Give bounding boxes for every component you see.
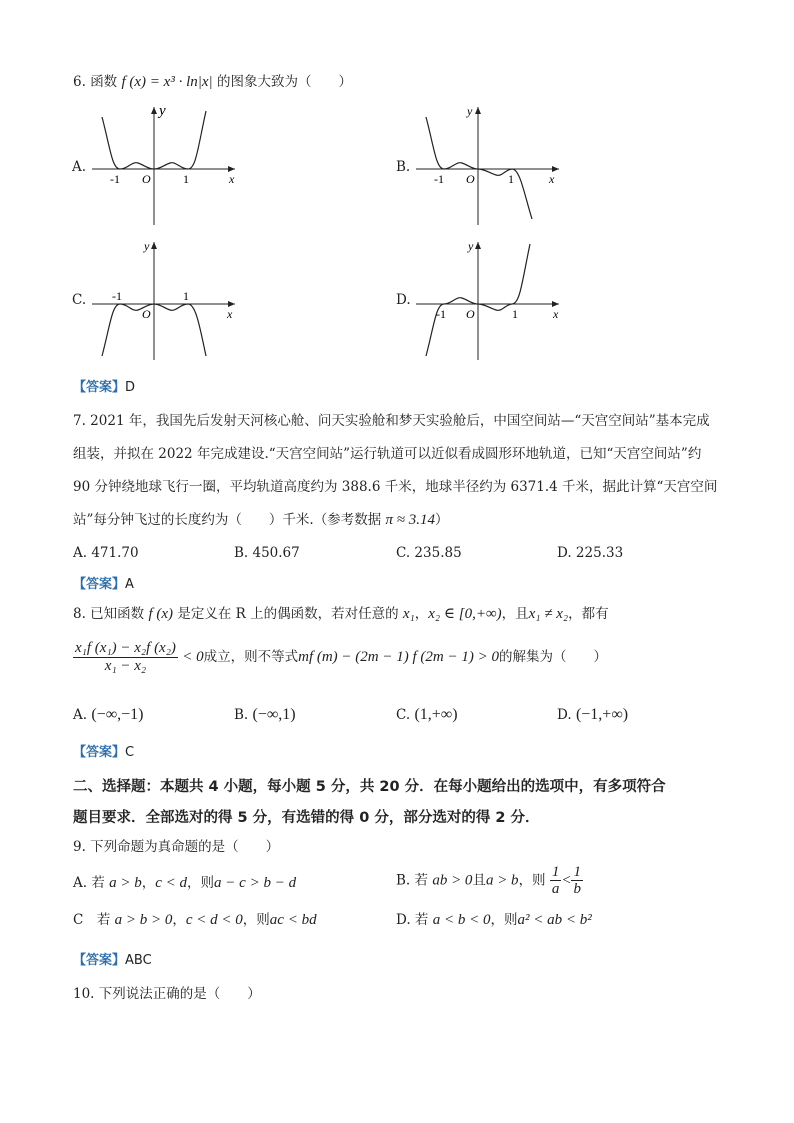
option-math: a > b	[485, 872, 519, 889]
fraction-1-over-a	[550, 864, 562, 897]
q8-option-d[interactable]	[557, 705, 628, 725]
graph-d-label: D.	[396, 292, 411, 308]
graph-c-neg-tick: -1	[112, 289, 122, 303]
graph-b-origin: O	[466, 172, 475, 186]
q7-option-b[interactable]: B. 450.67	[234, 545, 300, 561]
q7-line-4-text: 站”每分钟飞过的长度约为（ ）千米.（参考数据	[73, 512, 382, 528]
option-value: (−∞,−1)	[91, 706, 144, 723]
option-label: C 若	[73, 912, 111, 928]
q8-fraction	[73, 640, 178, 675]
q7-option-d[interactable]: D. 225.33	[557, 545, 624, 561]
q7-line-4	[73, 510, 449, 530]
fraction-numerator: 1	[551, 864, 560, 880]
option-label: C.	[396, 707, 411, 723]
graph-a-plot	[72, 103, 262, 228]
fraction-denominator: b	[573, 881, 581, 897]
graph-b-x-label: x	[549, 172, 555, 186]
option-text: ，则	[242, 912, 270, 928]
graph-c-label: C.	[72, 292, 87, 308]
option-math: c < d	[155, 875, 188, 891]
q7-line-2: 组装，并拟在 2022 年完成建设.“天宫空间站”运行轨道可以近似看成圆形环地轨道，已知“天宫空间站”约	[73, 446, 702, 462]
answer-label: 【答案】	[73, 745, 126, 760]
option-math: ac < bd	[269, 912, 317, 928]
q8-fraction-denominator: x₁ − x₂	[104, 658, 147, 674]
q9-option-c[interactable]	[73, 910, 317, 930]
option-math: a < b < 0	[432, 912, 491, 928]
section-2-heading-line-2: 题目要求．全部选对的得 5 分，有选错的得 0 分，部分选对的得 2 分．	[73, 810, 540, 826]
q6-number: 6.	[73, 74, 86, 90]
q8-option-a[interactable]	[73, 705, 143, 725]
q9-answer	[73, 951, 152, 971]
q8-text-d: ，都有	[568, 606, 609, 622]
graph-d-plot	[396, 238, 586, 363]
q8-option-b[interactable]	[234, 705, 296, 725]
graph-c-plot	[72, 238, 262, 363]
graph-c-y-label: y	[144, 239, 150, 253]
q8-text-f: 的解集为（ ）	[498, 649, 607, 665]
graph-a-pos-tick: 1	[183, 172, 189, 186]
q8-x1: x₁	[402, 606, 415, 622]
graph-d-x-label: x	[553, 307, 559, 321]
option-value: (−∞,1)	[252, 706, 296, 723]
q8-fraction-numerator: x₁f (x₁) − x₂f (x₂)	[75, 640, 176, 656]
q6-prefix: 函数	[90, 74, 118, 90]
graph-d-pos-tick: 1	[512, 307, 518, 321]
option-value: (−1,+∞)	[575, 706, 629, 723]
q8-line-2	[73, 640, 607, 675]
q9-stem: 9. 下列命题为真命题的是（ ）	[73, 839, 280, 855]
q8-answer	[73, 743, 134, 763]
graph-b-label: B.	[396, 159, 411, 175]
graph-a-x-label: x	[229, 172, 235, 186]
q7-option-a[interactable]: A. 471.70	[73, 545, 139, 561]
graph-d-origin: O	[466, 307, 475, 321]
q6-graph-c[interactable]	[72, 238, 262, 363]
graph-c-x-label: x	[227, 307, 233, 321]
graph-b-neg-tick: -1	[434, 172, 444, 186]
q6-function: f (x) = x³ · ln|x|	[121, 74, 213, 90]
q7-line-1: 7. 2021 年，我国先后发射天河核心舱、问天实验舱和梦天实验舱后，中国空间站—“天宫空间站”基本完成	[73, 413, 710, 429]
graph-b-y-label: y	[467, 104, 473, 118]
q7-line-4-end: ）	[435, 512, 449, 528]
option-text: ，	[141, 875, 156, 891]
fraction-numerator: 1	[573, 864, 581, 880]
graph-a-label: A.	[72, 159, 87, 175]
answer-value: C	[125, 745, 135, 760]
option-math: a² < ab < b²	[517, 912, 592, 928]
option-text: ，则	[518, 872, 546, 889]
q8-sep: ，	[414, 606, 429, 622]
graph-b-plot	[396, 103, 586, 228]
answer-label: 【答案】	[73, 577, 126, 592]
option-math: a > b > 0	[114, 912, 173, 928]
q8-text-b: 是定义在 R 上的偶函数，若对任意的	[177, 606, 399, 622]
graph-d-neg-tick: -1	[436, 307, 446, 321]
option-label: D.	[557, 707, 572, 723]
option-label: B.	[234, 707, 249, 723]
q7-line-3: 90 分钟绕地球飞行一圈，平均轨道高度约为 388.6 千米，地球半径约为 6371.4 千米，据此计算“天宫空间	[73, 479, 718, 495]
option-math: <	[561, 872, 572, 889]
q6-suffix: 的图象大致为（ ）	[216, 74, 352, 90]
q6-stem	[73, 72, 352, 92]
option-label: D. 若	[396, 912, 429, 928]
q9-option-b[interactable]	[396, 864, 583, 897]
answer-value: A	[125, 577, 134, 592]
option-text: ，	[172, 912, 186, 928]
option-label: A.	[73, 707, 88, 723]
option-math: c < d < 0	[185, 912, 243, 928]
fraction-1-over-b	[571, 864, 583, 897]
option-text: ，则	[187, 875, 215, 891]
option-text: 且	[472, 872, 486, 889]
q8-text-e: 成立，则不等式	[203, 649, 299, 665]
option-math: a − c > b − d	[214, 875, 297, 891]
q7-option-c[interactable]: C. 235.85	[396, 545, 462, 561]
graph-a-y-label: y	[159, 103, 166, 119]
q8-domain: x₂ ∈ [0,+∞)	[428, 606, 502, 622]
answer-label: 【答案】	[73, 953, 126, 968]
q8-fx: f (x)	[148, 606, 174, 622]
q7-pi-approx: π ≈ 3.14	[385, 512, 435, 528]
graph-a-origin: O	[142, 172, 151, 186]
graph-d-y-label: y	[468, 239, 474, 253]
q8-lt-zero: < 0	[182, 649, 204, 665]
q8-line-1	[73, 604, 609, 624]
option-math: ab > 0	[432, 872, 473, 889]
q8-option-c[interactable]	[396, 705, 458, 725]
q6-graph-d[interactable]	[396, 238, 586, 363]
q8-inequality: mf (m) − (2m − 1) f (2m − 1) > 0	[298, 649, 499, 665]
q8-neq: x₁ ≠ x₂	[528, 606, 569, 622]
option-value: (1,+∞)	[414, 706, 458, 723]
option-label: B. 若	[396, 872, 429, 889]
graph-b-pos-tick: 1	[508, 172, 514, 186]
option-label: A. 若	[73, 875, 105, 891]
q6-answer	[73, 378, 135, 398]
option-text: ，则	[490, 912, 518, 928]
q9-option-a[interactable]	[73, 873, 296, 893]
q10-stem: 10. 下列说法正确的是（ ）	[73, 986, 261, 1002]
q8-text-a: 8. 已知函数	[73, 606, 145, 622]
section-2-heading-line-1: 二、选择题：本题共 4 小题，每小题 5 分，共 20 分．在每小题给出的选项中，有多项符合	[73, 779, 666, 795]
answer-value: D	[125, 380, 136, 395]
graph-a-neg-tick: -1	[110, 172, 120, 186]
answer-label: 【答案】	[73, 380, 126, 395]
fraction-denominator: a	[551, 881, 560, 897]
answer-value: ABC	[125, 953, 152, 968]
option-math: a > b	[109, 875, 142, 891]
q6-graph-b[interactable]	[396, 103, 586, 228]
graph-c-pos-tick: 1	[183, 289, 189, 303]
q9-option-d[interactable]	[396, 910, 592, 930]
q6-graph-a[interactable]	[72, 103, 262, 228]
q7-answer	[73, 575, 134, 595]
graph-c-origin: O	[142, 307, 151, 321]
q8-text-c: ，且	[501, 606, 529, 622]
